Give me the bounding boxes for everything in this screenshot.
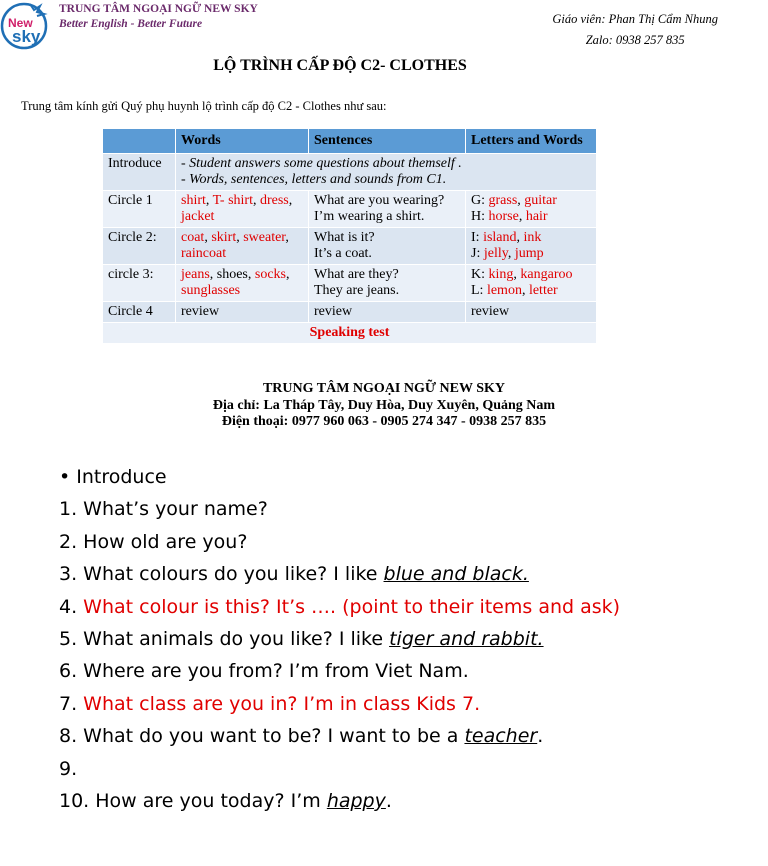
letter-prefix: K: xyxy=(471,267,489,282)
word: coat xyxy=(181,230,205,245)
letters-cell xyxy=(466,265,597,302)
header-words: Words xyxy=(176,129,309,154)
word: letter xyxy=(528,283,558,298)
sentences-cell xyxy=(309,265,466,302)
separator: , xyxy=(521,283,529,298)
question-4 xyxy=(59,591,620,623)
row-label: Circle 1 xyxy=(103,191,176,228)
header-empty xyxy=(103,129,176,154)
separator: , xyxy=(518,209,526,224)
question-6: 6. Where are you from? I’m from Viet Nam. xyxy=(59,660,469,683)
letters-cell: review xyxy=(466,302,597,323)
slogan: Better English - Better Future xyxy=(59,18,203,30)
word: raincoat xyxy=(181,246,227,261)
word: T- shirt xyxy=(212,193,253,208)
question-number: 4. xyxy=(59,595,84,618)
word: hair xyxy=(525,209,548,224)
question-answer: blue and black. xyxy=(383,563,529,586)
words-cell xyxy=(176,265,309,302)
question-10 xyxy=(59,785,620,817)
center-info xyxy=(0,381,768,431)
row-label: Introduce xyxy=(103,154,176,191)
speaking-test: Speaking test xyxy=(103,323,597,344)
words-cell: review xyxy=(176,302,309,323)
question-text: 10. How are you today? I’m xyxy=(59,790,327,813)
word: jump xyxy=(514,246,544,261)
curriculum-table xyxy=(102,128,597,344)
letter-prefix: G: xyxy=(471,193,489,208)
word: grass xyxy=(488,193,518,208)
word: horse xyxy=(488,209,519,224)
footer-center-name: TRUNG TÂM NGOẠI NGỮ NEW SKY xyxy=(262,381,506,396)
question-list xyxy=(59,461,620,817)
logo-text-top: New xyxy=(8,16,33,30)
introduce-line-2: - Words, sentences, letters and sounds from C1. xyxy=(181,172,447,187)
question-2: 2. How old are you? xyxy=(59,530,248,553)
introduce-line-1: - Student answers some questions about themself . xyxy=(181,156,462,171)
word: jacket xyxy=(181,209,215,224)
word: jeans xyxy=(181,267,210,282)
sentence: I’m wearing a shirt. xyxy=(314,209,425,224)
separator: , xyxy=(286,267,290,282)
question-text: 5. What animals do you like? I like xyxy=(59,628,390,651)
words-cell xyxy=(176,228,309,265)
document-title: LỘ TRÌNH CẤP ĐỘ C2- CLOTHES xyxy=(213,57,467,74)
sentences-cell xyxy=(309,191,466,228)
separator: , xyxy=(513,267,521,282)
separator: , xyxy=(204,230,212,245)
teacher-name: Giáo viên: Phan Thị Cẩm Nhung xyxy=(552,12,718,26)
separator: , xyxy=(288,193,293,208)
question-text: What colour is this? It’s …. (point to their items and ask) xyxy=(83,595,621,618)
letters-cell xyxy=(466,191,597,228)
footer-address: Địa chỉ: La Tháp Tây, Duy Hòa, Duy Xuyên, Quảng Nam xyxy=(212,397,556,413)
center-name: TRUNG TÂM NGOẠI NGỮ NEW SKY xyxy=(59,3,258,15)
table-row xyxy=(103,228,597,265)
table-header-row xyxy=(103,129,597,154)
zalo-contact: Zalo: 0938 257 835 xyxy=(585,33,685,47)
separator: , shoes, xyxy=(209,267,255,282)
logo-text-bottom: sky xyxy=(12,27,41,46)
question-9: 9. xyxy=(59,757,78,780)
row-label: Circle 2: xyxy=(103,228,176,265)
letters-cell xyxy=(466,228,597,265)
question-text: What class are you in? I’m in class Kids 7. xyxy=(83,692,481,715)
question-answer: happy xyxy=(326,790,386,813)
question-answer: teacher xyxy=(464,725,538,748)
punctuation: . xyxy=(385,790,392,813)
sentences-cell xyxy=(309,228,466,265)
question-1: 1. What’s your name? xyxy=(59,498,268,521)
question-8 xyxy=(59,720,620,752)
separator: , xyxy=(507,246,515,261)
header-letters: Letters and Words xyxy=(466,129,597,154)
word: ink xyxy=(523,230,542,245)
footer-phone: Điện thoại: 0977 960 063 - 0905 274 347 - 0938 257 835 xyxy=(221,414,547,429)
sentence: What is it? xyxy=(314,230,375,245)
letter-prefix: L: xyxy=(471,283,487,298)
question-text: 3. What colours do you like? I like xyxy=(59,563,384,586)
intro-sentence: Trung tâm kính gửi Quý phụ huynh lộ trình cấp độ C2 - Clothes như sau: xyxy=(21,99,387,113)
sentence: What are you wearing? xyxy=(314,193,445,208)
word: sweater xyxy=(243,230,286,245)
table-row xyxy=(103,323,597,344)
separator: , xyxy=(205,193,213,208)
separator: , xyxy=(285,230,289,245)
row-label: circle 3: xyxy=(103,265,176,302)
word: jelly xyxy=(483,246,508,261)
word: shirt xyxy=(181,193,206,208)
question-5 xyxy=(59,623,620,655)
table-row xyxy=(103,302,597,323)
word: dress xyxy=(259,193,289,208)
separator: , xyxy=(252,193,260,208)
question-text: 8. What do you want to be? I want to be a xyxy=(59,725,465,748)
questions-heading: • Introduce xyxy=(59,466,167,488)
word: skirt xyxy=(211,230,237,245)
table-row xyxy=(103,191,597,228)
sentence: They are jeans. xyxy=(314,283,400,298)
letter-prefix: H: xyxy=(471,209,489,224)
row-label: Circle 4 xyxy=(103,302,176,323)
separator: , xyxy=(516,230,524,245)
header-sentences: Sentences xyxy=(309,129,466,154)
teacher-block xyxy=(552,9,718,51)
introduce-content xyxy=(176,154,597,191)
sentences-cell: review xyxy=(309,302,466,323)
punctuation: . xyxy=(537,725,544,748)
separator: , xyxy=(236,230,244,245)
question-3 xyxy=(59,558,620,590)
word: king xyxy=(488,267,514,282)
brand-block xyxy=(59,2,258,32)
letter-prefix: J: xyxy=(471,246,484,261)
word: guitar xyxy=(524,193,557,208)
words-cell xyxy=(176,191,309,228)
new-sky-logo xyxy=(0,0,50,50)
word: island xyxy=(483,230,517,245)
table-row xyxy=(103,154,597,191)
question-answer: tiger and rabbit. xyxy=(389,628,544,651)
separator: , xyxy=(517,193,525,208)
question-7 xyxy=(59,688,620,720)
sentence: It’s a coat. xyxy=(314,246,372,261)
table-row xyxy=(103,265,597,302)
letter-prefix: I: xyxy=(471,230,484,245)
word: socks xyxy=(254,267,287,282)
word: lemon xyxy=(486,283,522,298)
sentence: What are they? xyxy=(314,267,399,282)
word: kangaroo xyxy=(520,267,573,282)
question-number: 7. xyxy=(59,692,84,715)
word: sunglasses xyxy=(181,283,241,298)
